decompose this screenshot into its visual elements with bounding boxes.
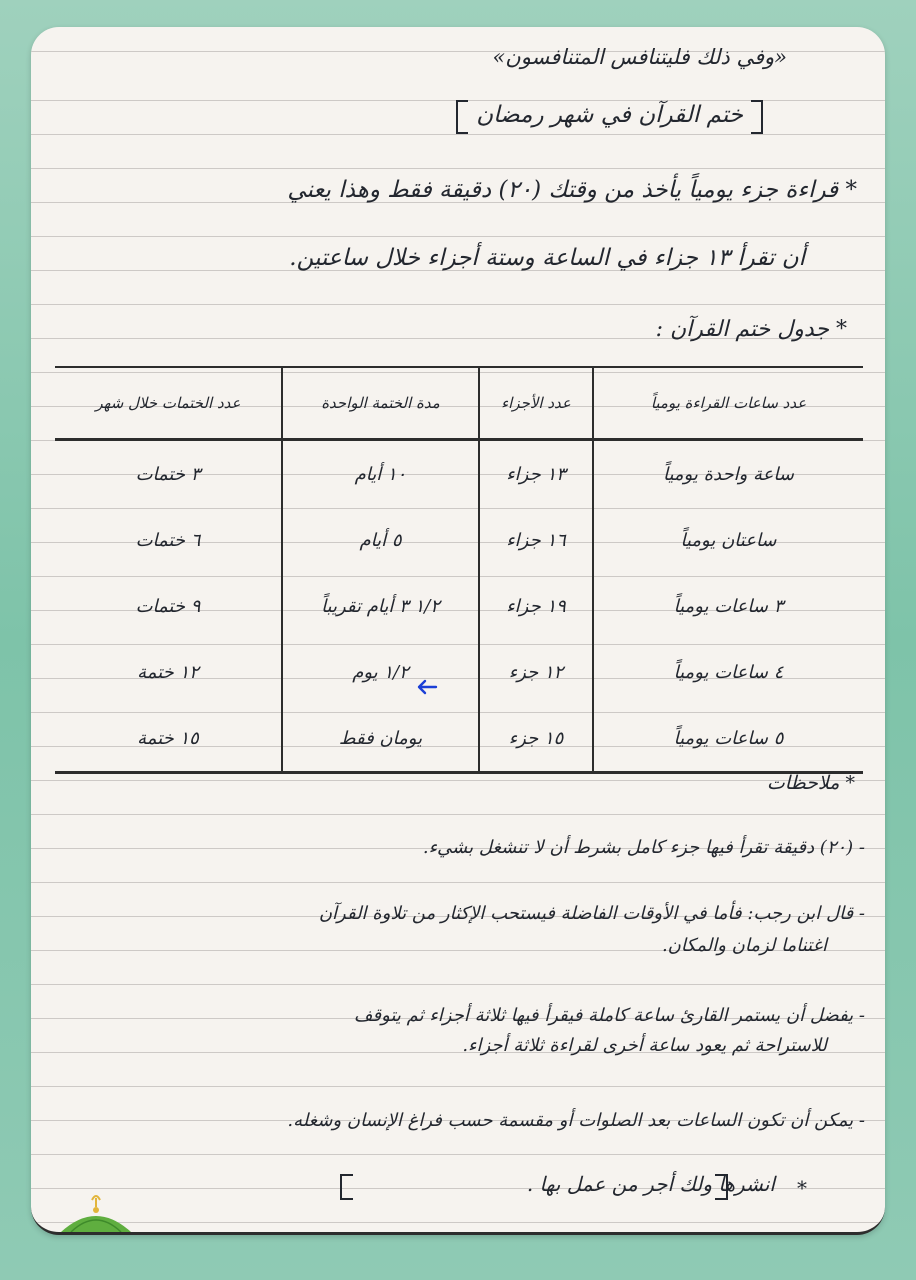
asterisk-icon: * bbox=[829, 317, 847, 342]
note-item: - يمكن أن تكون الساعات بعد الصلوات أو مقسمة حسب فراغ الإنسان وشغله. bbox=[287, 1110, 865, 1131]
note-item: - قال ابن رجب: فأما في الأوقات الفاضلة فيستحب الإكثار من تلاوة القرآن bbox=[318, 903, 865, 924]
notebook-page bbox=[31, 27, 885, 1235]
blue-arrow-icon bbox=[416, 679, 438, 695]
cell-juz: ١٥ جزء bbox=[479, 705, 593, 773]
cell-khatmat: ٦ ختمات bbox=[55, 507, 282, 573]
cell-khatmat: ١٥ ختمة bbox=[55, 705, 282, 773]
asterisk-icon: * bbox=[838, 177, 857, 203]
khatm-schedule-table bbox=[55, 366, 863, 774]
cell-duration: ١/٢ يوم bbox=[282, 639, 479, 705]
cell-khatmat: ٩ ختمات bbox=[55, 573, 282, 639]
intro-line-2: أن تقرأ ١٣ جزاء في الساعة وستة أجزاء خلال ساعتين. bbox=[289, 245, 805, 271]
notes-heading bbox=[767, 772, 855, 794]
cell-juz: ١٢ جزء bbox=[479, 639, 593, 705]
table-row bbox=[55, 440, 863, 508]
cell-hours: ٤ ساعات يومياً bbox=[673, 661, 784, 683]
schedule-heading bbox=[656, 317, 847, 342]
cell-hours: ساعة واحدة يومياً bbox=[663, 463, 794, 485]
note-item-continued: للاستراحة ثم يعود ساعة أخرى لقراءة ثلاثة أجزاء. bbox=[462, 1035, 827, 1056]
cell-juz: ١٣ جزاء bbox=[479, 440, 593, 508]
cell-khatmat: ٣ ختمات bbox=[55, 440, 282, 508]
notes-heading-text: ملاحظات bbox=[766, 772, 840, 794]
table-header-row bbox=[55, 367, 863, 440]
cell-duration: ١/٢ ٣ أيام تقريباً bbox=[282, 573, 479, 639]
intro-line-1 bbox=[287, 177, 857, 203]
table-row bbox=[55, 573, 863, 639]
cell-hours: ٣ ساعات يومياً bbox=[673, 595, 784, 617]
cell-juz: ١٩ جزاء bbox=[479, 573, 593, 639]
closing-line: * انشرها ولك أجر من عمل بها . bbox=[527, 1172, 775, 1196]
header-khatm-duration: مدة الختمة الواحدة bbox=[282, 367, 479, 440]
cell-duration: يومان فقط bbox=[282, 705, 479, 773]
table-row bbox=[55, 507, 863, 573]
cell-duration: ١٠ أيام bbox=[282, 440, 479, 508]
header-juz-count: عدد الأجزاء bbox=[479, 367, 593, 440]
cell-duration: ٥ أيام bbox=[282, 507, 479, 573]
table-row bbox=[55, 705, 863, 773]
note-item-continued: اغتناما لزمان والمكان. bbox=[661, 935, 827, 956]
schedule-heading-text: جدول ختم القرآن : bbox=[655, 317, 829, 342]
asterisk-icon: * bbox=[839, 772, 855, 794]
page-title: ختم القرآن في شهر رمضان bbox=[462, 100, 757, 130]
cell-khatmat: ١٢ ختمة bbox=[55, 639, 282, 705]
cell-hours: ٥ ساعات يومياً bbox=[593, 705, 863, 773]
mosque-dome-icon bbox=[61, 1192, 131, 1232]
note-item: - يفضل أن يستمر القارئ ساعة كاملة فيقرأ فيها ثلاثة أجزاء ثم يتوقف bbox=[353, 1005, 865, 1026]
note-item: - (٢٠) دقيقة تقرأ فيها جزء كامل بشرط أن لا تنشغل بشيء. bbox=[422, 837, 865, 858]
cell-hours: ساعتان يومياً bbox=[680, 529, 777, 551]
header-khatm-per-month: عدد الختمات خلال شهر bbox=[55, 367, 282, 440]
motto-verse: «وفي ذلك فليتنافس المتنافسون» bbox=[492, 45, 787, 69]
header-hours: عدد ساعات القراءة يومياً bbox=[593, 367, 863, 440]
cell-juz: ١٦ جزاء bbox=[479, 507, 593, 573]
table-row bbox=[55, 639, 863, 705]
intro-text-1: قراءة جزء يومياً يأخذ من وقتك (٢٠) دقيقة فقط وهذا يعني bbox=[287, 177, 839, 203]
